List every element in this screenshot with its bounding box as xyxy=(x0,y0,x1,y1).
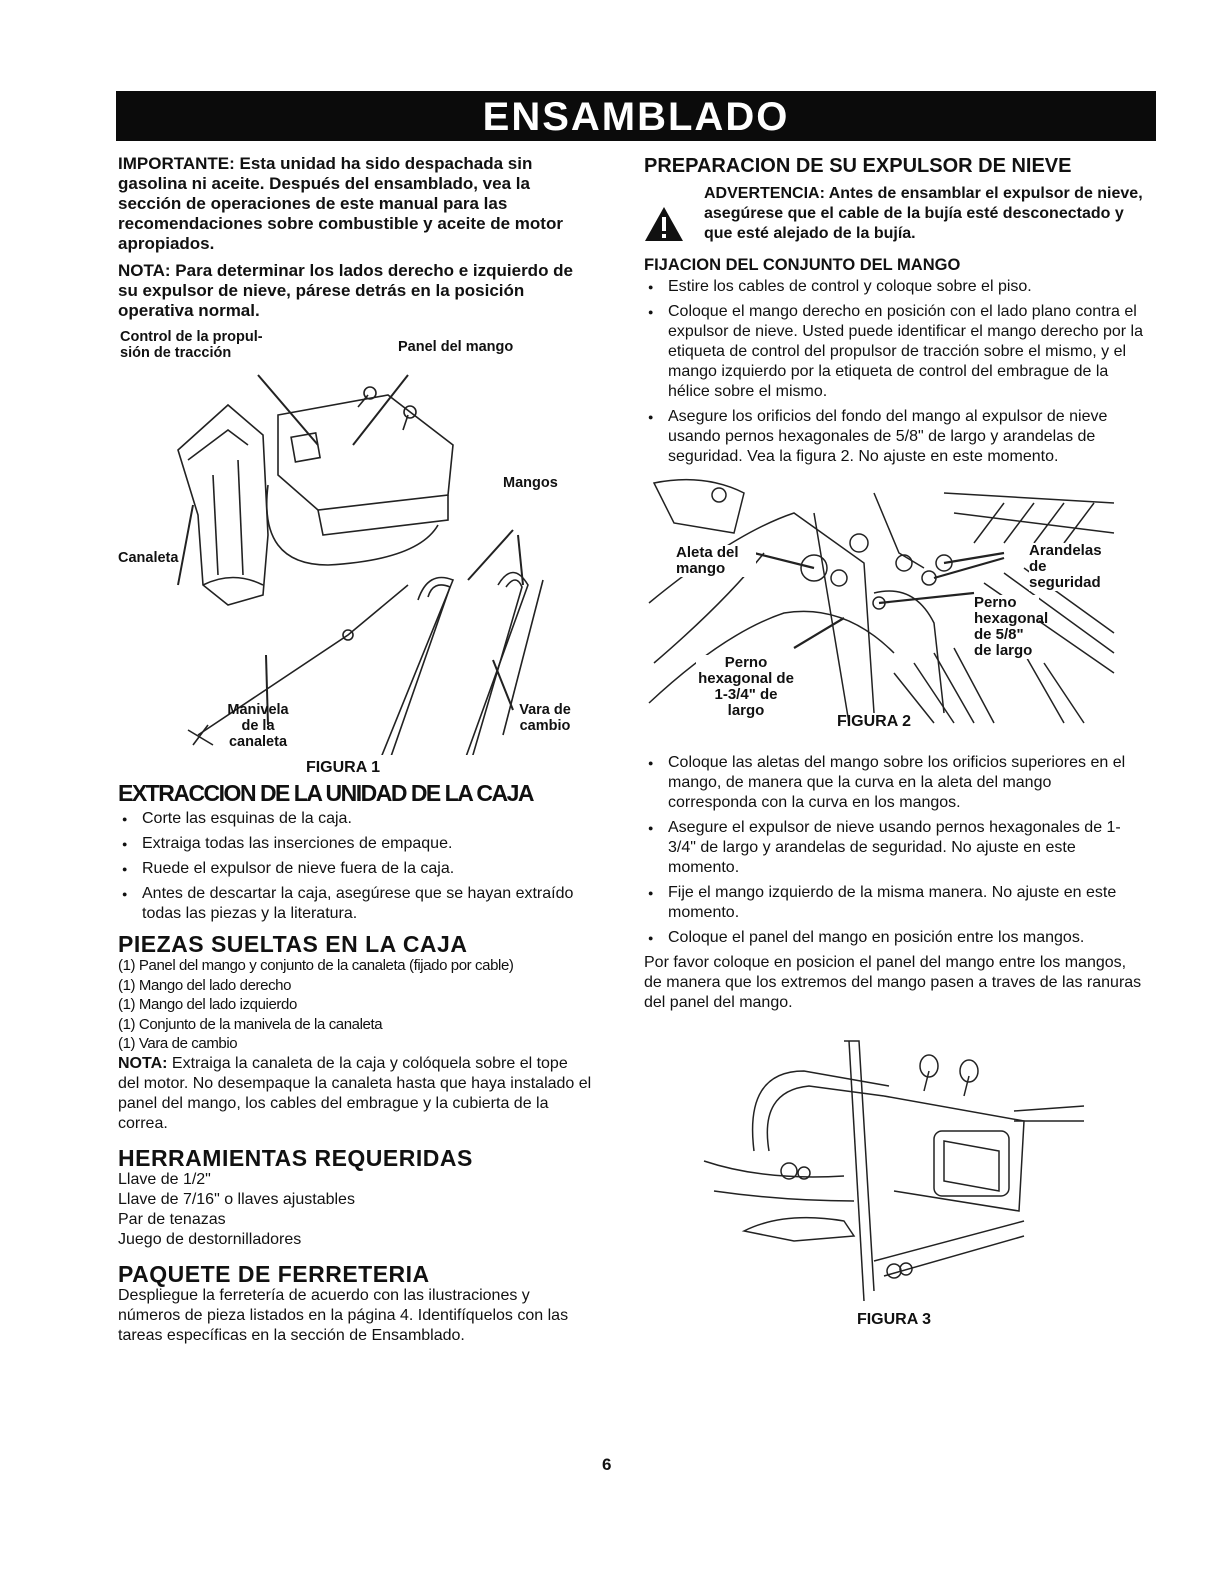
left-column xyxy=(118,154,593,1346)
warning-block xyxy=(644,184,1144,247)
list-item: Llave de 7/16" o llaves ajustables xyxy=(118,1190,355,1208)
warning-text: ADVERTENCIA: Antes de ensamblar el expulsor de nieve, asegúrese que el cable de la bujía esté desconectado y que esté alejado de la bujía. xyxy=(704,185,1143,242)
page-number: 6 xyxy=(602,1455,612,1474)
panel-paragraph: Por favor coloque en posicion el panel del mango entre los mangos, de manera que los extremos del mango pasen a traves de las ranuras del panel del mango. xyxy=(644,954,1142,1011)
list-item: (1) Panel del mango y conjunto de la canaleta (fijado por cable) xyxy=(118,957,514,974)
list-item: ● Corte las esquinas de la caja. xyxy=(118,809,593,829)
list-item: ● Ruede el expulsor de nieve fuera de la caja. xyxy=(118,859,593,879)
list-item: (1) Mango del lado izquierdo xyxy=(118,996,297,1013)
figure-2 xyxy=(644,473,1144,753)
fig2-label-arandelas: Arandelas de seguridad xyxy=(1029,543,1111,591)
list-item: Par de tenazas xyxy=(118,1210,226,1228)
figure-3-illustration xyxy=(644,1031,1124,1301)
fig1-label-canaleta: Canaleta xyxy=(118,550,179,566)
fijacion-title-text: FIJACION DEL CONJUNTO DEL MANGO xyxy=(644,256,961,274)
list-item: (1) Mango del lado derecho xyxy=(118,976,292,994)
fijacion-list xyxy=(644,277,1144,467)
list-item: Juego de destornilladores xyxy=(118,1230,302,1248)
note-label: NOTA: xyxy=(118,1054,168,1072)
fig2-label-aleta: Aleta del mango xyxy=(676,545,756,577)
warning-icon xyxy=(644,184,704,247)
list-item: ● Antes de descartar la caja, asegúrese que se hayan extraído todas las piezas y la literatura. xyxy=(118,884,593,924)
mango-steps-list xyxy=(644,753,1144,948)
fig2-label-perno58: Perno hexagonal de 5/8" de largo xyxy=(974,594,1049,659)
herramientas-title: HERRAMIENTAS REQUERIDAS xyxy=(118,1144,473,1171)
figure-3 xyxy=(644,1031,1144,1331)
extraccion-list xyxy=(118,809,593,924)
fijacion-title xyxy=(644,255,1144,275)
extraccion-title: EXTRACCION DE LA UNIDAD DE LA CAJA xyxy=(118,780,533,806)
fig2-caption: FIGURA 2 xyxy=(836,713,912,730)
list-item: ● Coloque las aletas del mango sobre los orificios superiores en el mango, de manera que la curva en la aleta del mango corresponda con la curva en los mangos. xyxy=(644,753,1144,813)
list-item: ● Asegure los orificios del fondo del mango al expulsor de nieve usando pernos hexagonales de 5/8" de largo y arandelas de seguridad. Vea la figura 2. No ajuste en este momento. xyxy=(644,407,1144,467)
figure-1-illustration xyxy=(118,335,593,755)
list-item: (1) Vara de cambio xyxy=(118,1035,238,1052)
piezas-list xyxy=(118,956,593,1054)
preparacion-title: PREPARACION DE SU EXPULSOR DE NIEVE xyxy=(644,155,1072,177)
warning-triangle-icon xyxy=(644,206,684,242)
list-item: ● Estire los cables de control y coloque sobre el piso. xyxy=(644,277,1144,297)
section-banner: ENSAMBLADO xyxy=(116,91,1156,141)
list-item: ● Fije el mango izquierdo de la misma manera. No ajuste en este momento. xyxy=(644,883,1144,923)
piezas-title: PIEZAS SUELTAS EN LA CAJA xyxy=(118,931,468,957)
important-note: IMPORTANTE: Esta unidad ha sido despachada sin gasolina ni aceite. Después del ensamblado, vea la sección de operaciones de este manual para las recomendaciones sobre combustible y aceite de motor apropiados. xyxy=(118,154,563,253)
fig1-label-panel: Panel del mango xyxy=(398,339,514,355)
list-item: ● Coloque el panel del mango en posición entre los mangos. xyxy=(644,928,1144,948)
fig1-label-manivela: Manivela de la canaleta xyxy=(227,702,289,750)
fig1-label-mangos: Mangos xyxy=(503,475,558,491)
paquete-text: Despliegue la ferretería de acuerdo con las ilustraciones y números de pieza listados en la página 4. Identifíquelos con las tareas específicas en la sección de Ensamblado. xyxy=(118,1286,569,1344)
paquete-title: PAQUETE DE FERRETERIA xyxy=(118,1260,430,1287)
figure-1 xyxy=(118,329,593,776)
herramientas-list xyxy=(118,1170,593,1250)
piezas-note xyxy=(118,1054,593,1134)
list-item: Llave de 1/2" xyxy=(118,1170,211,1188)
list-item: ● Asegure el expulsor de nieve usando pernos hexagonales de 1-3/4" de largo y arandelas de seguridad. No ajuste en este momento. xyxy=(644,818,1144,878)
fig1-label-vara: Vara de cambio xyxy=(519,702,571,734)
fig1-label-control: Control de la propul- sión de tracción xyxy=(120,329,263,361)
fig1-caption: FIGURA 1 xyxy=(305,759,381,776)
note-text: Extraiga la canaleta de la caja y colóquela sobre el tope del motor. No desempaque la canaleta hasta que haya instalado el panel del mango, los cables del embrague y la cubierta de la correa. xyxy=(118,1054,592,1132)
fig2-label-perno134: Perno hexagonal de 1-3/4" de largo xyxy=(696,655,796,719)
list-item: (1) Conjunto de la manivela de la canaleta xyxy=(118,1015,383,1033)
fig3-caption: FIGURA 3 xyxy=(856,1311,932,1328)
list-item: ● Coloque el mango derecho en posición con el lado plano contra el expulsor de nieve. Usted puede identificar el mango derecho por la etiqueta de control del propulsor de tracción sobre el mismo, y el mango izquierdo por la etiqueta de control del embrague de la hélice sobre el mismo. xyxy=(644,302,1144,402)
right-column xyxy=(644,154,1144,1331)
list-item: ● Extraiga todas las inserciones de empaque. xyxy=(118,834,593,854)
side-note: NOTA: Para determinar los lados derecho e izquierdo de su expulsor de nieve, párese detrás en la posición operativa normal. xyxy=(118,261,574,320)
